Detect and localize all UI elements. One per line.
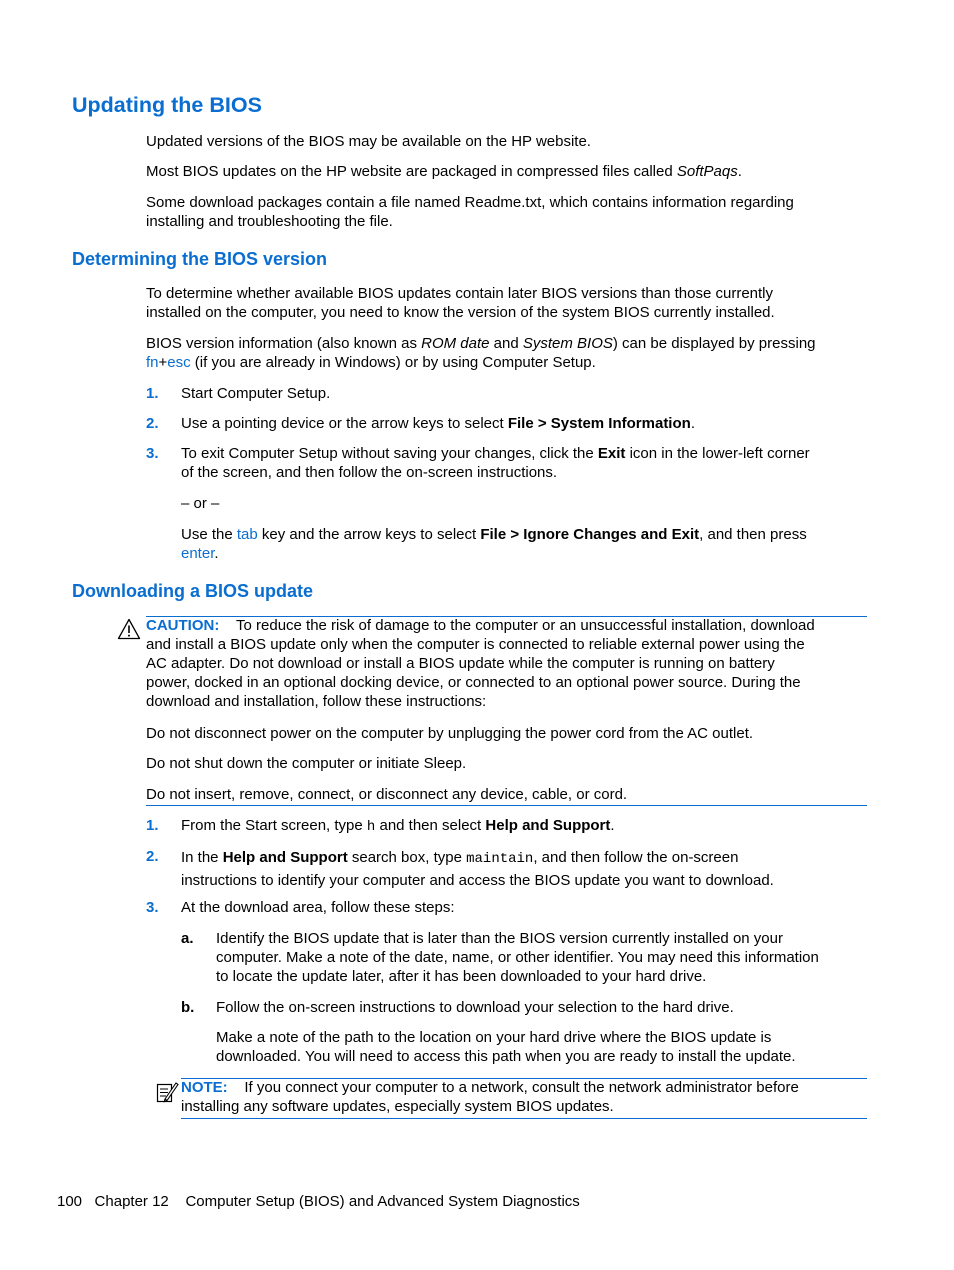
key-tab: tab	[236, 526, 258, 543]
paragraph: To determine whether available BIOS updates contain later BIOS versions than those currently installed on the computer, you need to know the version of the system BIOS currently installed.	[146, 285, 775, 321]
alternative-step: Use the tab key and the arrow keys to select File > Ignore Changes and Exit, and then press enter.	[181, 526, 807, 562]
section-title-updating-bios: Updating the BIOS	[72, 93, 262, 117]
step-text: From the Start screen, type h and then select Help and Support.	[181, 817, 615, 835]
caution-paragraph: Do not insert, remove, connect, or disconnect any device, cable, or cord.	[146, 786, 628, 803]
step-text: Use a pointing device or the arrow keys to select File > System Information.	[181, 415, 695, 432]
substep-text: Follow the on-screen instructions to download your selection to the hard drive.	[216, 999, 734, 1016]
substep-letter: a.	[181, 930, 194, 947]
step-number: 1.	[146, 385, 159, 402]
paragraph: BIOS version information (also known as ROM date and System BIOS) can be displayed by pressing fn+esc (if you are already in Windows) or by using Computer Setup.	[146, 335, 816, 371]
page-number: 100	[57, 1193, 83, 1210]
step-text: Start Computer Setup.	[181, 385, 331, 402]
substep-letter: b.	[181, 999, 195, 1016]
step-number: 3.	[146, 445, 159, 462]
note-bottom-rule	[181, 1118, 867, 1119]
caution-label: CAUTION:	[146, 617, 220, 634]
or-separator: – or –	[181, 495, 220, 512]
footer-title: Computer Setup (BIOS) and Advanced System Diagnostics	[185, 1193, 580, 1210]
key-esc: esc	[167, 354, 191, 371]
caution-block: CAUTION: To reduce the risk of damage to the computer or an unsuccessful installation, download and install a BIOS update only when the computer is connected to reliable external power using the AC adapter. Do not download or install a BIOS update while the computer is running on battery power, docked in an optional docking device, or connected to an optional power source. During the download and installation, follow these instructions:	[146, 617, 815, 710]
section-title-determining-version: Determining the BIOS version	[72, 249, 328, 269]
note-label: NOTE:	[181, 1079, 228, 1096]
paragraph: Most BIOS updates on the HP website are packaged in compressed files called SoftPaqs.	[146, 163, 742, 180]
paragraph: Updated versions of the BIOS may be available on the HP website.	[146, 133, 591, 150]
note-icon	[156, 1080, 179, 1104]
step-number: 3.	[146, 899, 159, 916]
substep-note: Make a note of the path to the location on your hard drive where the BIOS update is downloaded. You will need to access this path when you are ready to install the update.	[216, 1029, 796, 1065]
step-text: At the download area, follow these steps:	[181, 899, 455, 916]
key-enter: enter	[181, 545, 215, 562]
note-block: NOTE: If you connect your computer to a network, consult the network administrator before installing any software updates, especially system BIOS updates.	[181, 1079, 799, 1115]
caution-paragraph: Do not shut down the computer or initiate Sleep.	[146, 755, 467, 772]
paragraph: Some download packages contain a file named Readme.txt, which contains information regarding installing and troubleshooting the file.	[146, 194, 794, 230]
caution-paragraph: Do not disconnect power on the computer by unplugging the power cord from the AC outlet.	[146, 725, 754, 742]
page-footer	[57, 1192, 580, 1211]
step-text: To exit Computer Setup without saving your changes, click the Exit icon in the lower-left corner of the screen, and then follow the on-screen instructions.	[181, 445, 810, 481]
step-number: 2.	[146, 415, 159, 432]
substep-text: Identify the BIOS update that is later than the BIOS version currently installed on your computer. Make a note of the date, name, or other identifier. You may need this information to locate the update later, after it has been downloaded to your hard drive.	[216, 930, 819, 985]
caution-bottom-rule	[146, 805, 867, 806]
section-title-downloading-update: Downloading a BIOS update	[72, 581, 314, 601]
step-number: 2.	[146, 848, 159, 865]
footer-chapter: Chapter 12	[94, 1193, 169, 1210]
step-text: In the Help and Support search box, type maintain, and then follow the on-screen instructions to identify your computer and access the BIOS update you want to download.	[181, 849, 774, 889]
caution-icon	[117, 618, 141, 640]
key-fn: fn	[146, 354, 159, 371]
step-number: 1.	[146, 817, 159, 834]
